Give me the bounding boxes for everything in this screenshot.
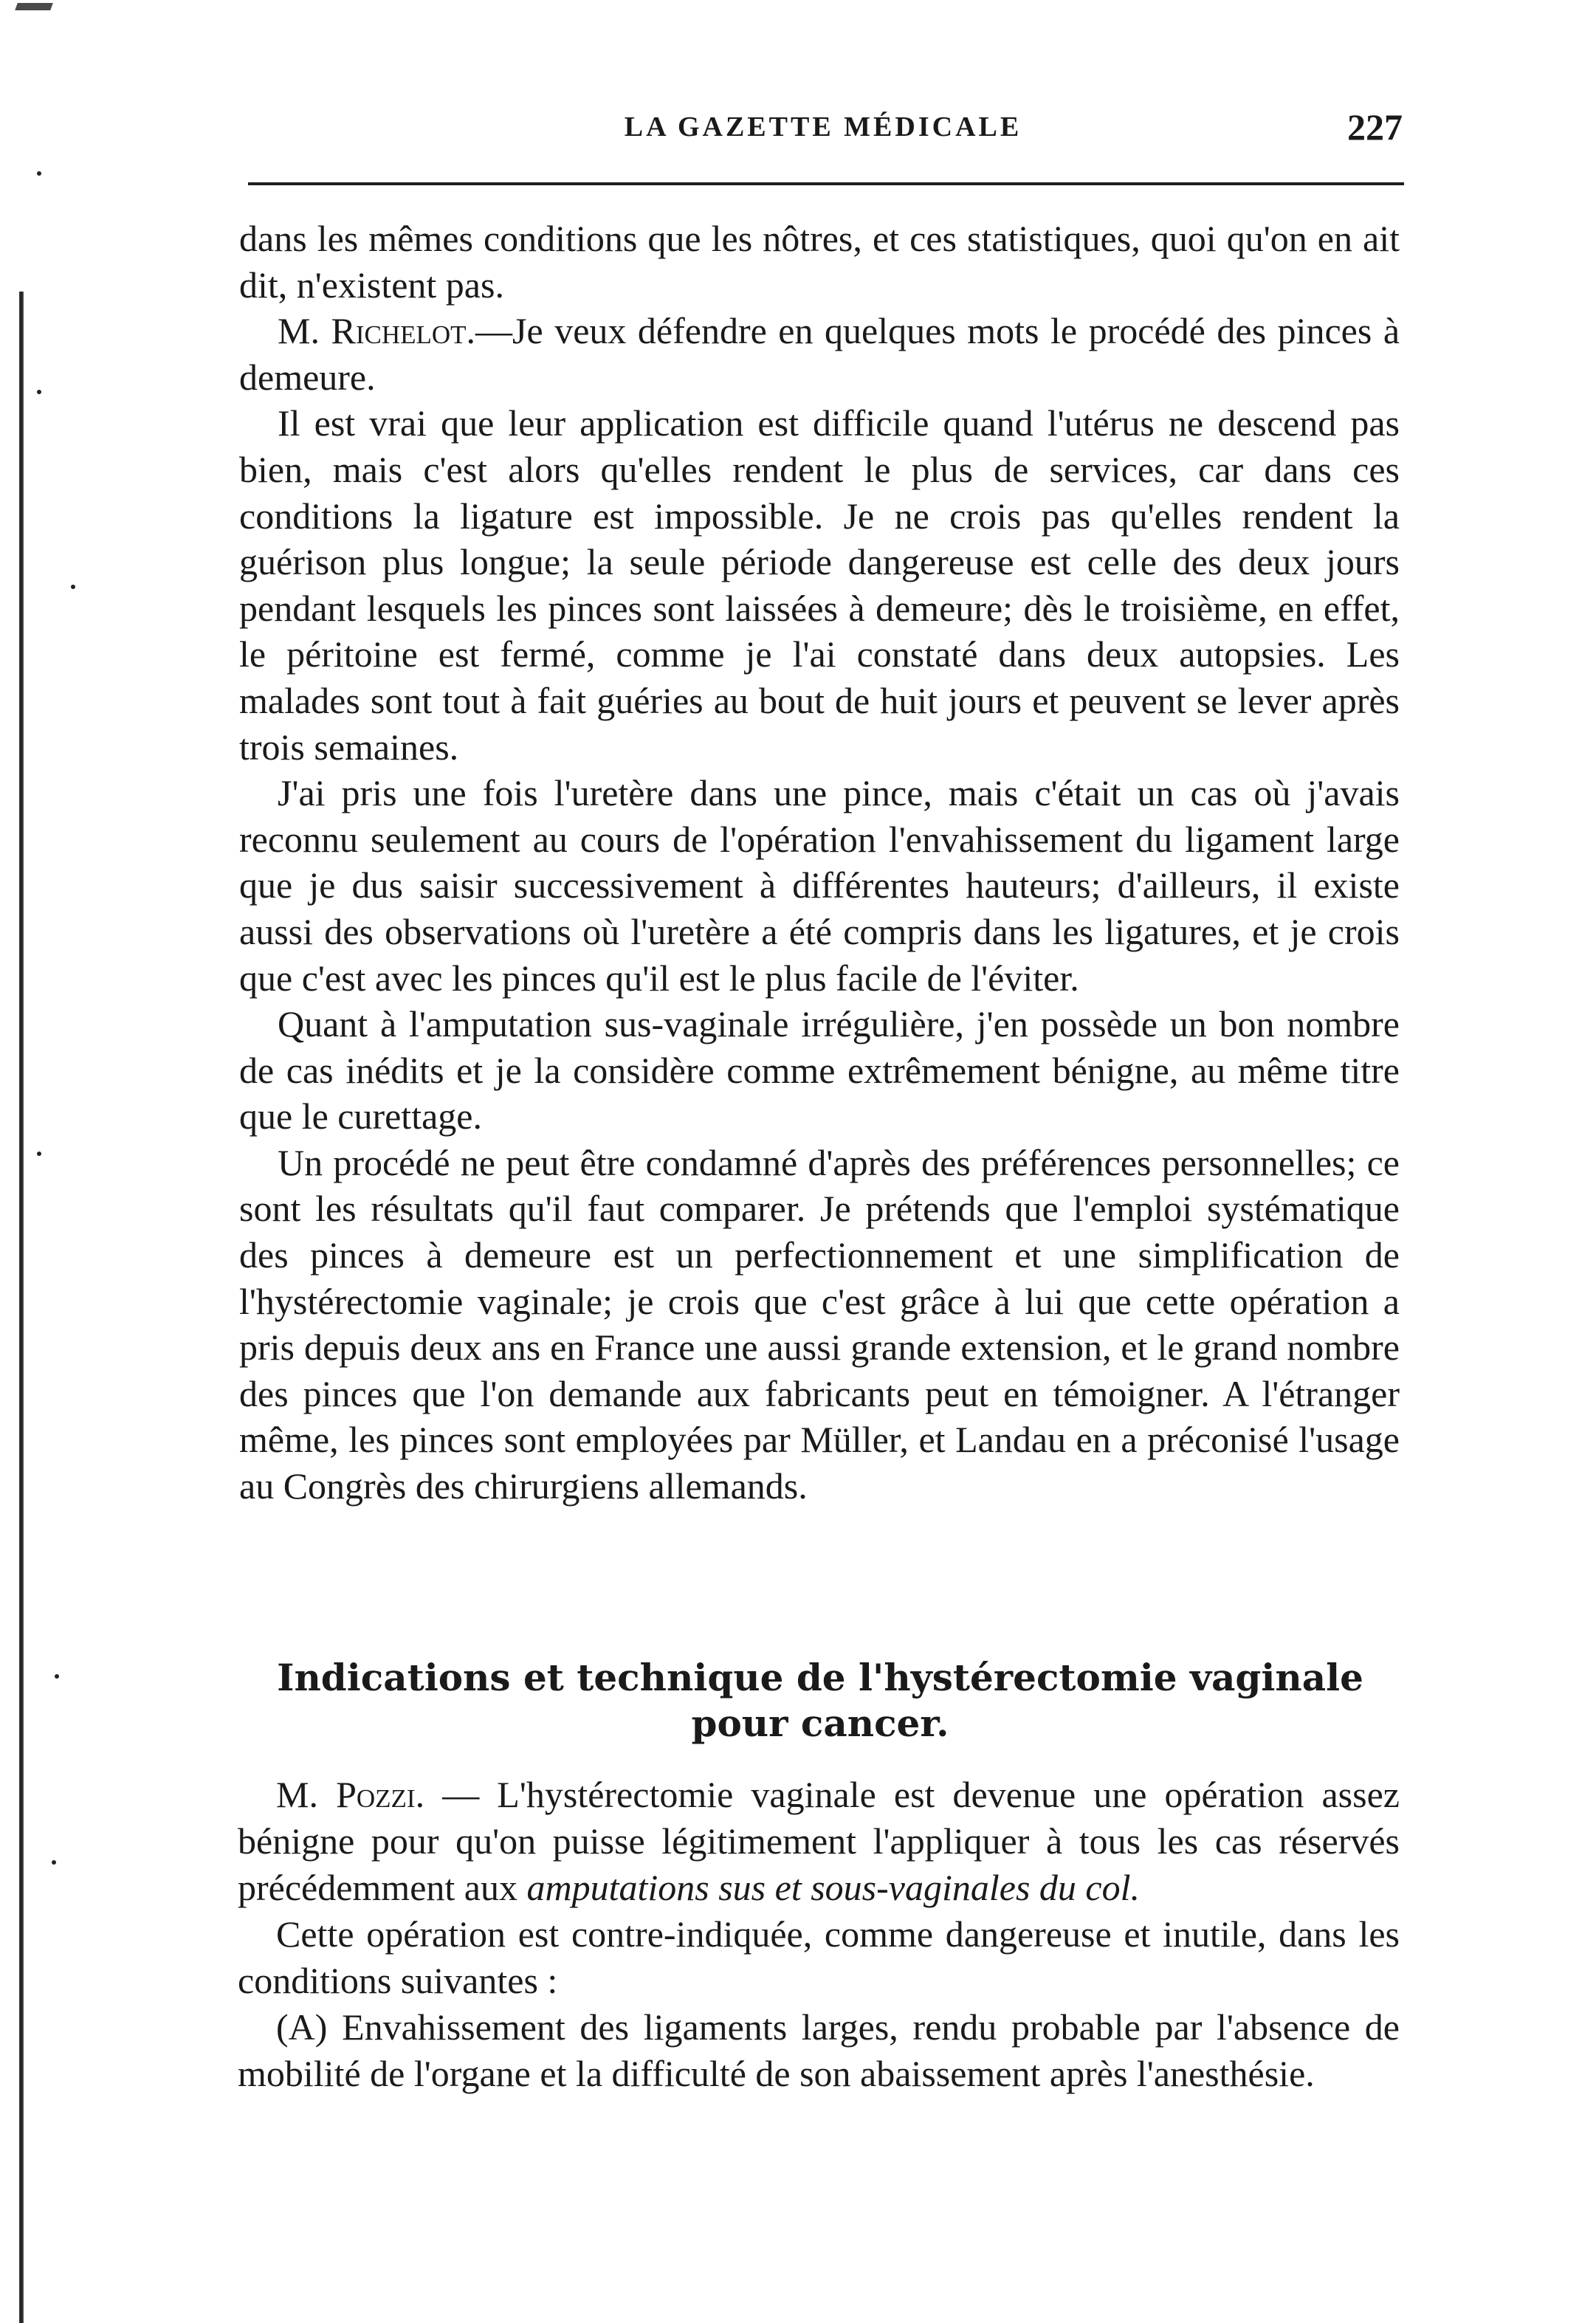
paragraph: [239, 308, 1400, 400]
paragraph: [239, 1001, 1400, 1140]
paragraph: [238, 1772, 1400, 1911]
binding-dot: [52, 1860, 56, 1865]
binding-dot: [37, 1152, 41, 1156]
main-text-block: [239, 216, 1400, 1510]
section-heading-line: Indications et technique de l'hystérectomie vaginale: [277, 1656, 1363, 1699]
section-heading: [233, 1655, 1407, 1746]
page-binding-edge: [19, 292, 24, 2323]
page-number: 227: [1347, 106, 1403, 148]
paragraph-text: Quant à l'amputation sus-vaginale irrégulière, j'en possède un bon nombre de cas inédits et je la considère comme extrêmement bénigne, au même titre que le curettage.: [239, 1003, 1400, 1138]
header-rule: [248, 182, 1404, 185]
paragraph-text: dans les mêmes conditions que les nôtres, et ces statistiques, quoi qu'on en ait dit, n'existent pas.: [239, 218, 1400, 306]
scan-corner-mark: [15, 3, 53, 10]
paragraph-text: Cette opération est contre-indiquée, comme dangereuse et inutile, dans les conditions suivantes :: [238, 1913, 1400, 2001]
speaker-name: M. Pozzi.: [276, 1774, 425, 1815]
paragraph: [239, 400, 1400, 770]
paragraph: [238, 2004, 1400, 2097]
paragraph-text: —Je veux défendre en quelques mots le procédé des pinces à demeure.: [239, 310, 1400, 398]
section-heading-line: pour cancer.: [691, 1701, 949, 1745]
paragraph: [239, 1140, 1400, 1510]
binding-dot: [37, 171, 41, 176]
italic-phrase: amputations sus et sous-vaginales du col.: [526, 1867, 1141, 1908]
paragraph-text: J'ai pris une fois l'uretère dans une pince, mais c'était un cas où j'avais reconnu seulement au cours de l'opération l'envahissement du ligament large que je dus saisir successivement à différentes hauteurs; d'ailleurs, il existe aussi des observations où l'uretère a été compris dans les ligatures, et je crois que c'est avec les pinces qu'il est le plus facile de l'éviter.: [239, 772, 1400, 999]
paragraph: [239, 770, 1400, 1001]
paragraph-text: Il est vrai que leur application est difficile quand l'utérus ne descend pas bien, mais c'est alors qu'elles rendent le plus de services, car dans ces conditions la ligature est impossible. Je ne crois pas qu'elles rendent la guérison plus longue; la seule période dangereuse est celle des deux jours pendant lesquels les pinces sont laissées à demeure; dès le troisième, en effet, le péritoine est fermé, comme je l'ai constaté dans deux autopsies. Les malades sont tout à fait guéries au bout de huit jours et peuvent se lever après trois semaines.: [239, 402, 1400, 768]
running-head: [244, 105, 1403, 149]
paragraph: [238, 1911, 1400, 2004]
paragraph-text: (A) Envahissement des ligaments larges, rendu probable par l'absence de mobilité de l'organe et la difficulté de son abaissement après l'anesthésie.: [238, 2006, 1400, 2094]
paragraph-text: Un procédé ne peut être condamné d'après des préférences personnelles; ce sont les résultats qu'il faut comparer. Je prétends que l'emploi systématique des pinces à demeure est un perfectionnement et une simplification de l'hystérectomie vaginale; je crois que c'est grâce à lui que cette opération a pris depuis deux ans en France une aussi grande extension, et le grand nombre des pinces que l'on demande aux fabricants peut en témoigner. A l'étranger même, les pinces sont employées par Müller, et Landau en a préconisé l'usage au Congrès des chirurgiens allemands.: [239, 1141, 1400, 1507]
section-text-block: [238, 1772, 1400, 2097]
paragraph-text: — L'hystérectomie vaginale est devenue une opération assez bénigne pour qu'on puisse légitimement l'appliquer à tous les cas réservés précédemment aux: [238, 1774, 1400, 1908]
binding-dot: [55, 1674, 59, 1679]
binding-dot: [37, 390, 41, 394]
binding-dot: [71, 585, 75, 589]
paragraph: [239, 216, 1400, 308]
journal-title: LA GAZETTE MÉDICALE: [624, 111, 1022, 142]
speaker-name: M. Richelot.: [278, 310, 476, 352]
